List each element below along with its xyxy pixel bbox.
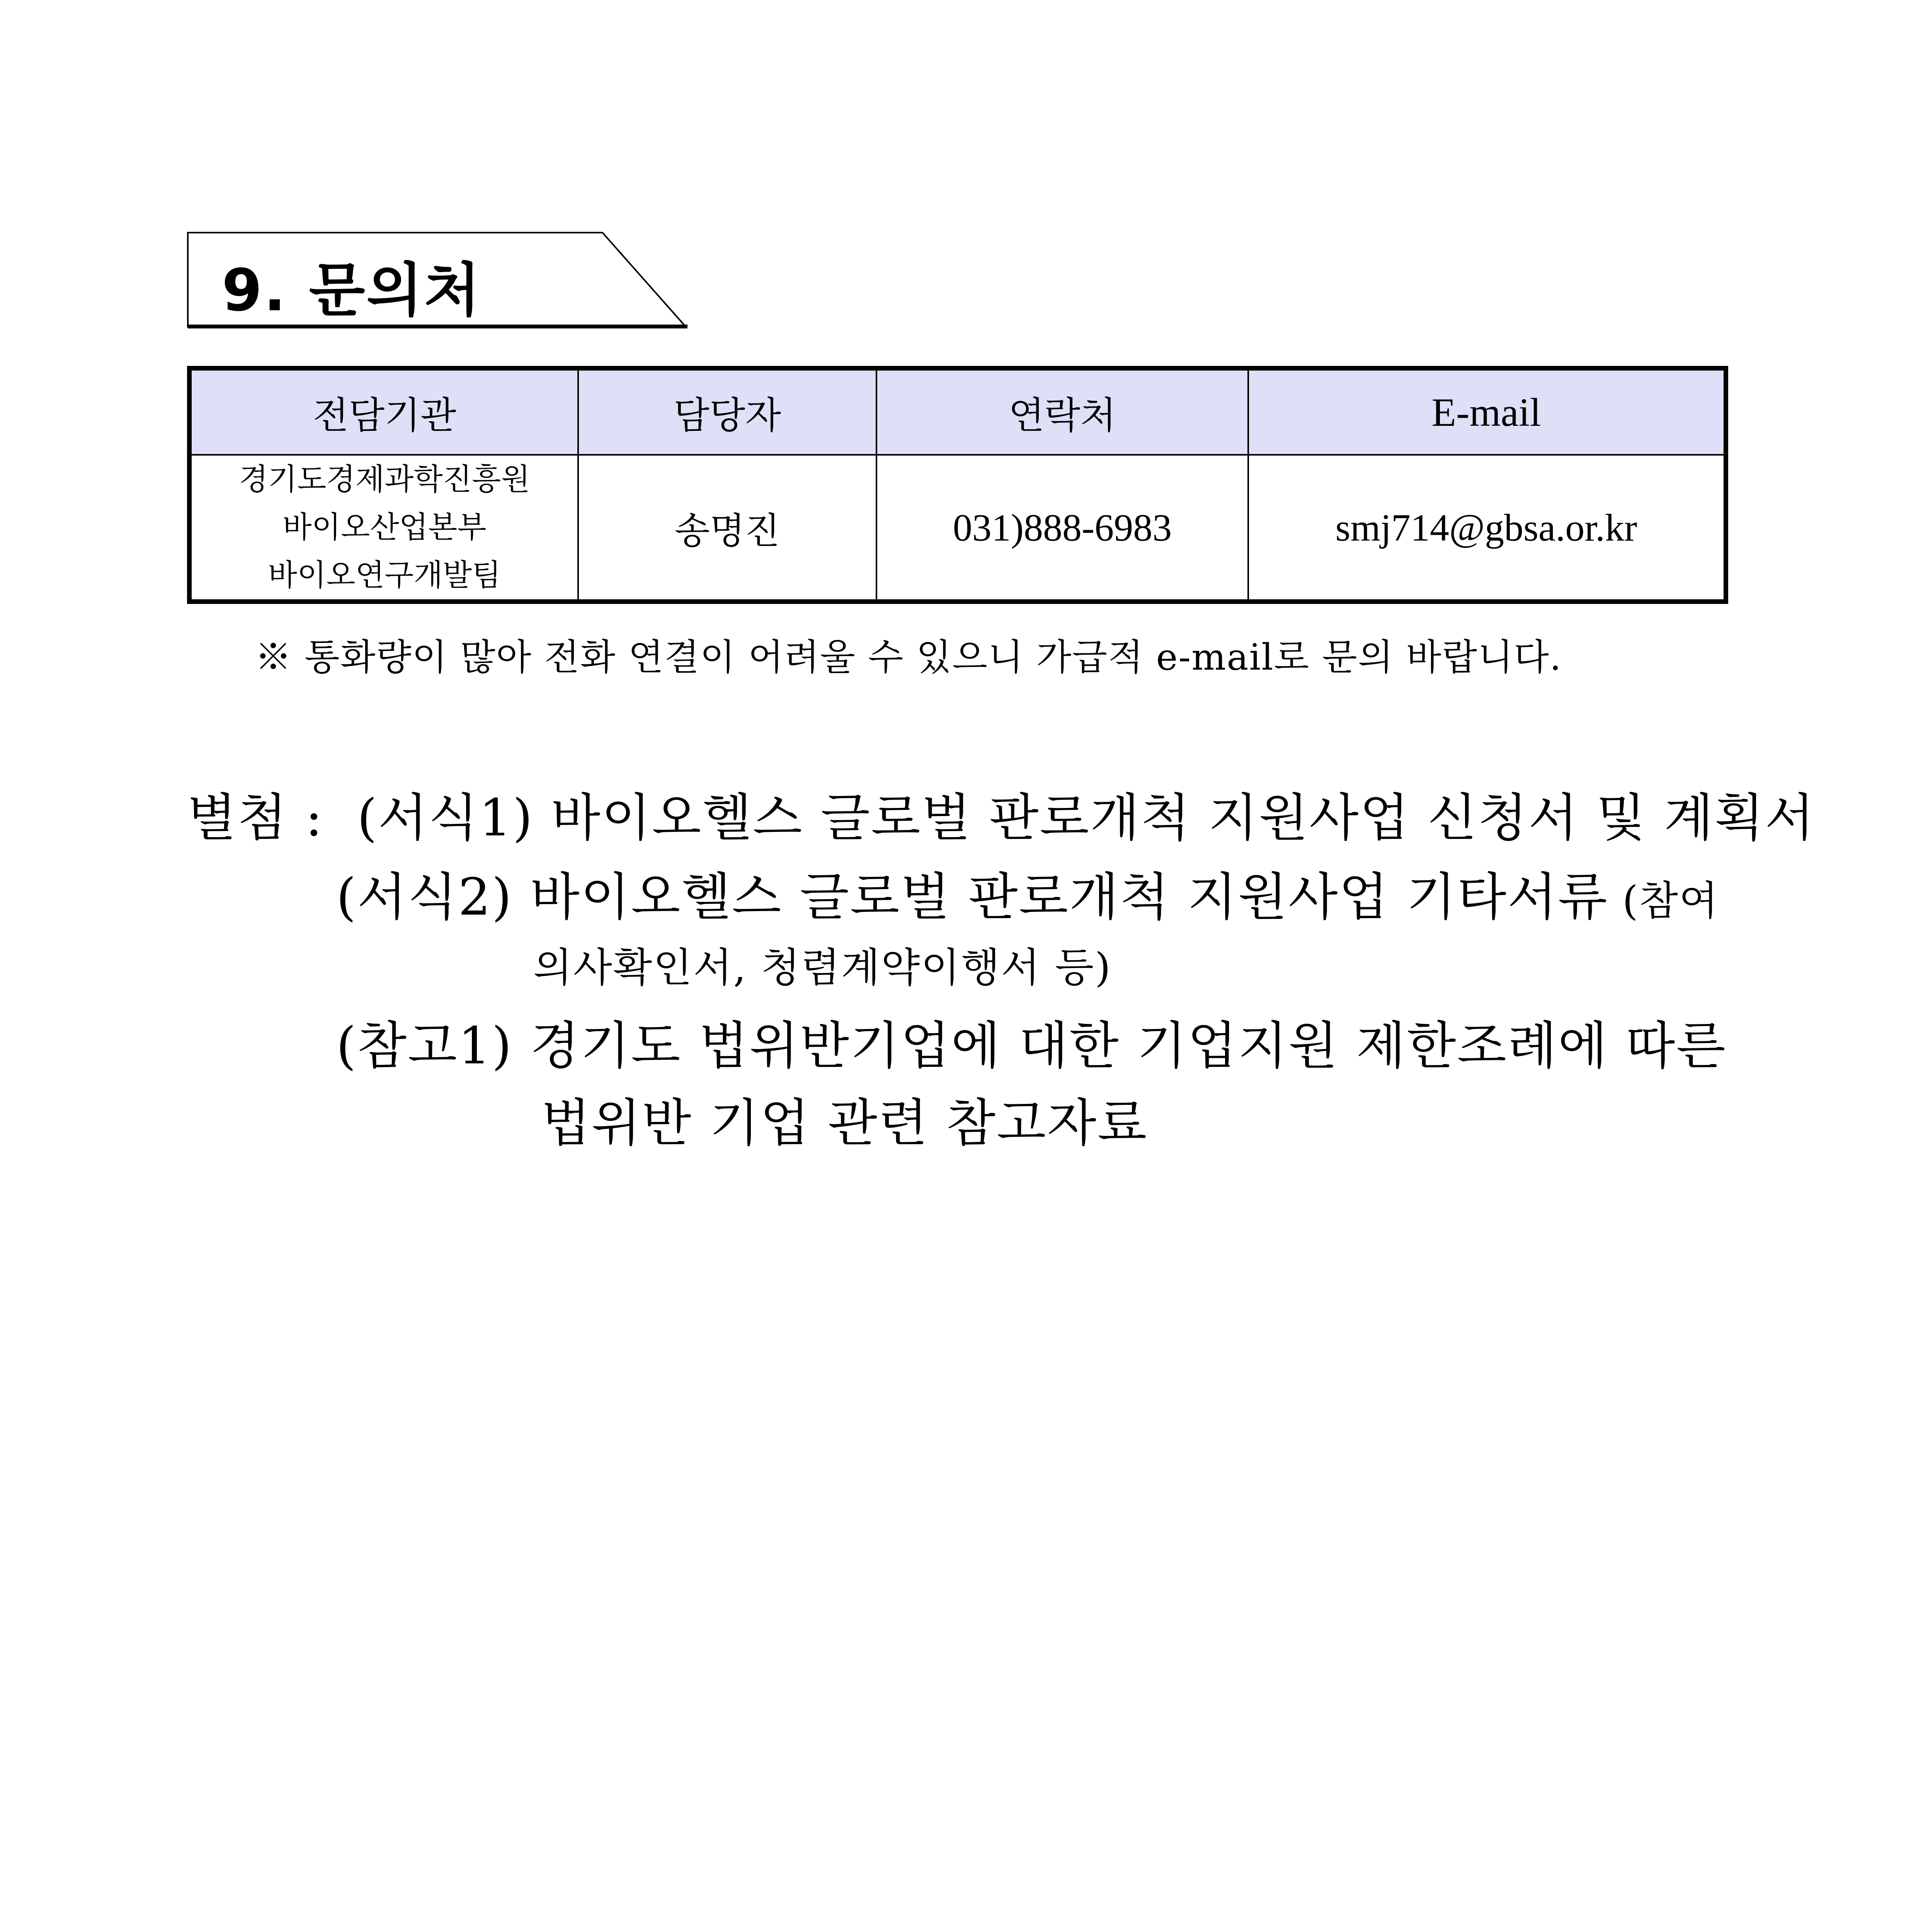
attachment-2-text: (서식2) 바이오헬스 글로벌 판로개척 지원사업 기타서류 <box>336 867 1609 927</box>
attachment-item-2 <box>336 856 1719 929</box>
attachment-item-3: (참고1) 경기도 법위반기업에 대한 기업지원 제한조례에 따른 <box>336 1016 1727 1076</box>
agency-line-3: 바이오연구개발팀 <box>268 558 501 593</box>
person-cell <box>578 455 876 602</box>
table-header-row <box>189 368 1726 455</box>
person-name: 송명진 <box>674 510 780 552</box>
attachment-1-text: (서식1) 바이오헬스 글로벌 판로개척 지원사업 신청서 및 계획서 <box>357 788 1816 848</box>
attachment-label: 별첨 : <box>187 788 324 848</box>
header-agency: 전담기관 <box>189 368 578 455</box>
header-person: 담당자 <box>578 368 876 455</box>
attachment-2-small: (참여 <box>1608 877 1719 924</box>
contact-table <box>187 366 1728 604</box>
attachment-item-1 <box>187 777 1816 850</box>
section-title: 9. 문의처 <box>222 257 482 324</box>
table-row <box>189 455 1726 602</box>
email-address[interactable]: smj714@gbsa.or.kr <box>1335 506 1637 549</box>
phone-number: 031)888-6983 <box>953 506 1172 549</box>
agency-cell <box>189 455 578 602</box>
attachment-3-continuation: 법위반 기업 관련 참고자료 <box>541 1094 1148 1153</box>
agency-line-2: 바이오산업본부 <box>282 510 487 545</box>
agency-line-1: 경기도경제과학진흥원 <box>239 462 530 497</box>
section-heading <box>187 232 689 328</box>
phone-cell <box>876 455 1248 602</box>
header-email: E-mail <box>1248 368 1726 455</box>
contact-note: ※ 통화량이 많아 전화 연결이 어려울 수 있으니 가급적 e-mail로 문의 바랍니다. <box>255 636 1562 679</box>
header-phone: 연락처 <box>876 368 1248 455</box>
email-cell[interactable] <box>1248 455 1726 602</box>
attachment-2-continuation: 의사확인서, 청렴계약이행서 등) <box>533 944 1112 991</box>
